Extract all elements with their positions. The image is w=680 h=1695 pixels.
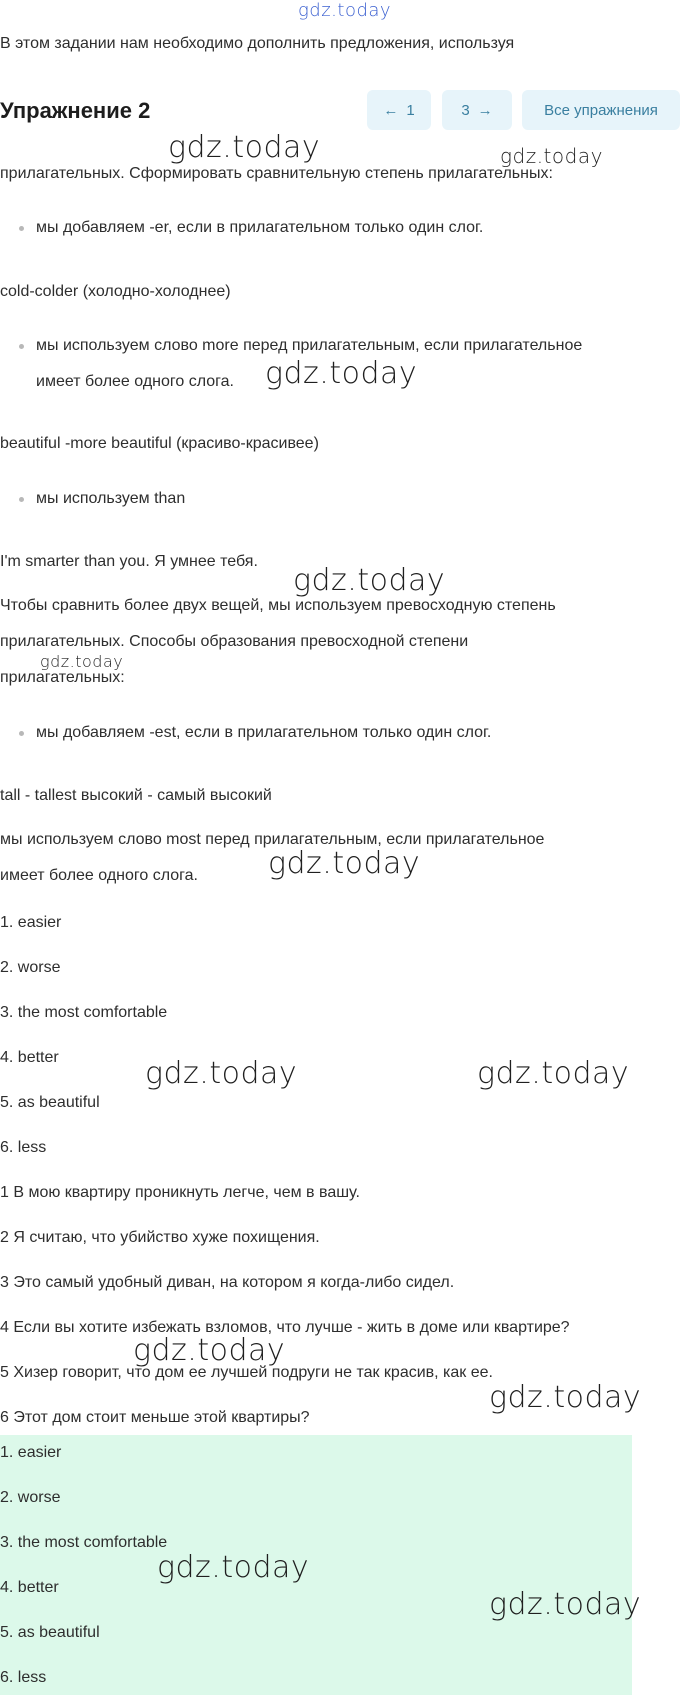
translation-item: 6 Этот дом стоит меньше этой квартиры? <box>0 1409 310 1426</box>
watermark: gdz.today <box>168 130 321 165</box>
answer-item: 5. as beautiful <box>0 1624 100 1641</box>
rule-most-line2: имеет более одного слога. <box>0 867 198 884</box>
superlative-line3: прилагательных: <box>0 669 125 686</box>
answer-item: 6. less <box>0 1669 47 1686</box>
translation-item: 5 Хизер говорит, что дом ее лучшей подруги не так красив, как ее. <box>0 1364 493 1381</box>
watermark: gdz.today <box>489 1587 642 1622</box>
intro-text: В этом задании нам необходимо дополнить предложения, используя <box>0 35 515 52</box>
example-than: I'm smarter than you. Я умнее тебя. <box>0 553 258 570</box>
answer-item: 1. easier <box>0 914 62 931</box>
superlative-line1: Чтобы сравнить более двух вещей, мы используем превосходную степень <box>0 597 556 614</box>
bullet-dot <box>19 344 24 349</box>
rule-est: мы добавляем -est, если в прилагательном только один слог. <box>36 724 492 741</box>
answers-highlight-block <box>0 1435 632 1695</box>
answer-item: 4. better <box>0 1049 59 1066</box>
watermark: gdz.today <box>265 356 418 391</box>
watermark: gdz.today <box>500 144 603 168</box>
watermark: gdz.today <box>489 1380 642 1415</box>
bullet-dot <box>19 731 24 736</box>
example-er: cold-colder (холодно-холоднее) <box>0 283 231 300</box>
translation-item: 1 В мою квартиру проникнуть легче, чем в вашу. <box>0 1184 360 1201</box>
watermark: gdz.today <box>293 563 446 598</box>
answer-item: 3. the most comfortable <box>0 1004 168 1021</box>
answer-item: 4. better <box>0 1579 59 1596</box>
arrow-left-icon: ← <box>383 101 399 119</box>
prev-exercise-button[interactable] <box>367 90 431 130</box>
watermark: gdz.today <box>145 1056 298 1091</box>
rule-er: мы добавляем -er, если в прилагательном только один слог. <box>36 219 484 236</box>
watermark: gdz.today <box>40 652 124 671</box>
answer-item: 2. worse <box>0 1489 61 1506</box>
watermark: gdz.today <box>477 1056 630 1091</box>
superlative-line2: прилагательных. Способы образования превосходной степени <box>0 633 469 650</box>
rule-most-line1: мы используем слово most перед прилагательным, если прилагательное <box>0 831 545 848</box>
translation-item: 3 Это самый удобный диван, на котором я когда-либо сидел. <box>0 1274 455 1291</box>
next-exercise-label: 3 <box>461 101 470 119</box>
bullet-dot <box>19 497 24 502</box>
comparative-intro: прилагательных. Сформировать сравнительную степень прилагательных: <box>0 165 553 182</box>
answer-item: 2. worse <box>0 959 61 976</box>
rule-more-line2: имеет более одного слога. <box>36 373 234 390</box>
translation-item: 4 Если вы хотите избежать взломов, что лучше - жить в доме или квартире? <box>0 1319 570 1336</box>
watermark: gdz.today <box>157 1550 310 1585</box>
next-exercise-button[interactable] <box>442 90 512 130</box>
rule-than: мы используем than <box>36 490 186 507</box>
page-title: Упражнение 2 <box>0 98 151 123</box>
bullet-dot <box>19 226 24 231</box>
watermark: gdz.today <box>133 1333 286 1368</box>
all-exercises-button[interactable]: Все упражнения <box>522 90 680 130</box>
answer-item: 3. the most comfortable <box>0 1534 168 1551</box>
watermark: gdz.today <box>268 846 421 881</box>
rule-more-line1: мы используем слово more перед прилагательным, если прилагательное <box>36 337 583 354</box>
answer-item: 5. as beautiful <box>0 1094 100 1111</box>
example-more: beautiful -more beautiful (красиво-красивее) <box>0 435 319 452</box>
answer-item: 6. less <box>0 1139 47 1156</box>
translation-item: 2 Я считаю, что убийство хуже похищения. <box>0 1229 320 1246</box>
answer-item: 1. easier <box>0 1444 62 1461</box>
prev-exercise-label: 1 <box>406 101 415 119</box>
example-est: tall - tallest высокий - самый высокий <box>0 787 272 804</box>
arrow-right-icon: → <box>477 101 493 119</box>
watermark: gdz.today <box>298 0 392 21</box>
